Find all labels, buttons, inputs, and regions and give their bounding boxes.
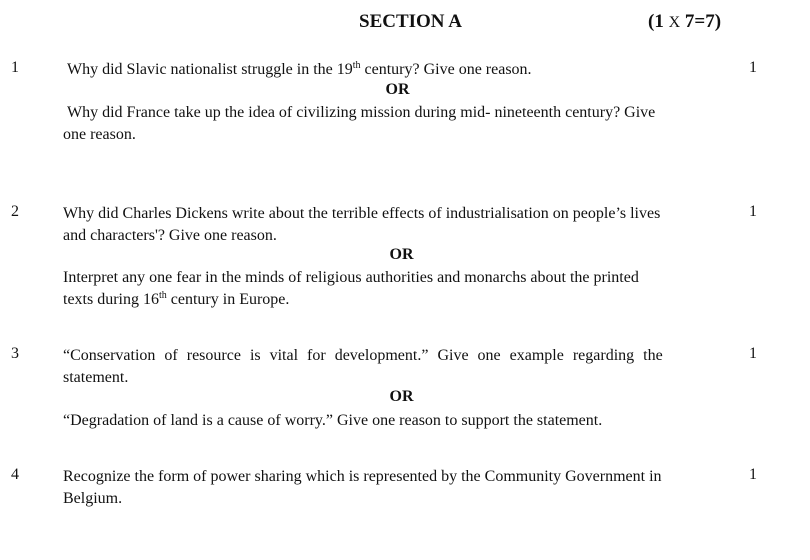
q3a-line-2: statement. (63, 369, 129, 386)
question-2-marks: 1 (749, 203, 757, 220)
q1a-superscript: th (352, 60, 361, 71)
marks-open: (1 (648, 11, 669, 32)
question-1-option-a (67, 59, 737, 81)
section-title: SECTION A (359, 11, 462, 32)
q2b-line-2 (63, 289, 733, 311)
q4a-line-1: Recognize the form of power sharing which is represented by the Community Government in (63, 468, 662, 485)
marks-close: 7=7) (680, 11, 722, 32)
question-2-option-b (63, 267, 733, 311)
question-3-marks: 1 (749, 345, 757, 362)
q3a-line-1: “Conservation of resource is vital for development.” Give one example regarding the (63, 347, 663, 364)
question-1-number: 1 (11, 59, 19, 76)
q2b-text-1: texts during 16 (63, 291, 159, 308)
q2b-text-2: century in Europe. (166, 291, 290, 308)
question-3-number: 3 (11, 345, 19, 362)
question-1-option-b (63, 102, 733, 146)
q2b-line-1: Interpret any one fear in the minds of religious authorities and monarchs about the printed (63, 269, 639, 286)
question-1-marks: 1 (749, 59, 757, 76)
q1a-text-2: century? Give one reason. (360, 61, 532, 78)
question-2-or: OR (389, 246, 414, 263)
section-marks-total (648, 11, 721, 33)
q2a-line-1: Why did Charles Dickens write about the terrible effects of industrialisation on people’s lives (63, 205, 661, 222)
question-2-option-a (63, 203, 733, 247)
q4a-line-2: Belgium. (63, 490, 123, 507)
marks-multiply-sign: X (668, 14, 681, 31)
question-3-option-a (63, 345, 733, 389)
question-2-number: 2 (11, 203, 19, 220)
question-3-or: OR (389, 388, 414, 405)
q1b-line-1: Why did France take up the idea of civilizing mission during mid- nineteenth century? Give (67, 104, 656, 121)
q3b-line-1: “Degradation of land is a cause of worry.” Give one reason to support the statement. (63, 412, 603, 429)
question-4-option-a (63, 466, 733, 510)
question-1-or: OR (385, 81, 410, 98)
q1b-line-2: one reason. (63, 126, 136, 143)
question-4-marks: 1 (749, 466, 757, 483)
question-4-number: 4 (11, 466, 19, 483)
q1a-text-1: Why did Slavic nationalist struggle in the 19 (67, 61, 353, 78)
question-3-option-b (63, 410, 733, 432)
q2b-superscript: th (159, 290, 167, 301)
q2a-line-2: and characters'? Give one reason. (63, 227, 277, 244)
